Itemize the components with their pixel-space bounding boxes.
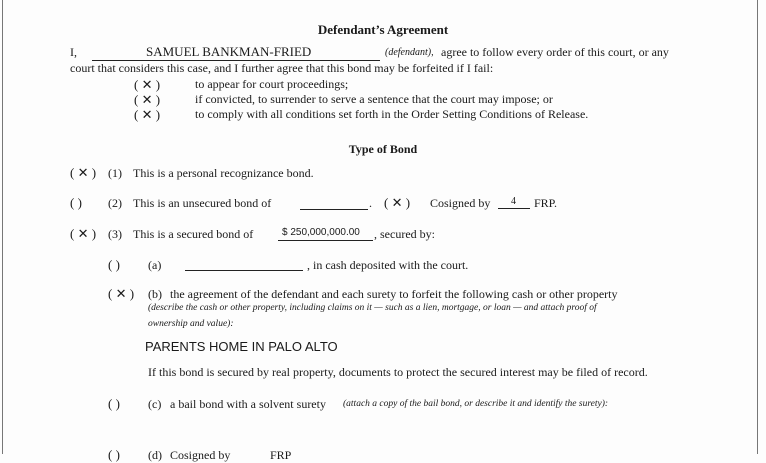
- sub-c-check: ( ): [108, 396, 120, 411]
- page-left-border: [2, 0, 3, 454]
- page-right-border: [757, 0, 758, 454]
- bond2-check: ( ): [70, 195, 82, 210]
- bond3-suffix: , secured by:: [374, 227, 435, 241]
- sub-c-text: a bail bond with a solvent surety: [170, 397, 326, 411]
- sub-b-text: the agreement of the defendant and each surety to forfeit the following cash or other property: [170, 287, 618, 301]
- sub-c-instructions: (attach a copy of the bail bond, or describe it and identify the surety):: [343, 399, 609, 409]
- bond3-check: ( ✕ ): [70, 226, 97, 241]
- sub-b-check: ( ✕ ): [108, 286, 135, 301]
- bond2-cosign-line: [498, 208, 530, 209]
- bond1-check: ( ✕ ): [70, 165, 97, 180]
- bond2-cosign-suffix: FRP.: [534, 196, 558, 210]
- real-property-note: If this bond is secured by real property, documents to protect the secured interest may be filed of record.: [148, 365, 648, 379]
- bond2-cosign-count: 4: [511, 196, 516, 207]
- sub-b-label: (b): [148, 287, 162, 301]
- sub-a-label: (a): [148, 258, 162, 272]
- bond3-amount-line: [278, 240, 373, 241]
- sub-a-amount-line: [185, 270, 303, 271]
- type-of-bond-heading: Type of Bond: [348, 142, 418, 156]
- bond3-number: (3): [108, 227, 122, 241]
- condition-check-3: ( ✕ ): [134, 107, 161, 122]
- condition-text-3: to comply with all conditions set forth in the Order Setting Conditions of Release.: [195, 107, 589, 121]
- bond2-amount-line: [300, 209, 368, 210]
- agreement-line1-rest: agree to follow every order of this court, or any: [441, 45, 669, 59]
- bond2-period: .: [369, 196, 372, 210]
- bond2-cosign-check: ( ✕ ): [384, 195, 411, 210]
- sub-d-label: (d): [148, 448, 162, 462]
- sub-d-suffix: FRP: [270, 448, 292, 462]
- secured-property: PARENTS HOME IN PALO ALTO: [145, 339, 338, 354]
- sub-d-check: ( ): [108, 447, 120, 462]
- condition-check-2: ( ✕ ): [134, 92, 161, 107]
- sub-c-label: (c): [148, 397, 162, 411]
- sub-a-text: , in cash deposited with the court.: [307, 258, 469, 272]
- sub-b-instructions-1: (describe the cash or other property, including claims on it — such as a lien, mortgage, or loan — and attach proof of: [148, 303, 597, 313]
- sub-a-check: ( ): [108, 257, 120, 272]
- condition-check-1: ( ✕ ): [134, 77, 161, 92]
- defendant-label: (defendant),: [385, 47, 434, 58]
- sub-b-instructions-2: ownership and value):: [148, 319, 234, 329]
- bond3-amount: $ 250,000,000.00: [282, 227, 360, 238]
- bond1-text: This is a personal recognizance bond.: [133, 166, 314, 180]
- defendants-agreement-heading: Defendant’s Agreement: [317, 22, 449, 37]
- condition-text-2: if convicted, to surrender to serve a sentence that the court may impose; or: [195, 92, 553, 106]
- bond2-number: (2): [108, 196, 122, 210]
- bond2-cosign-label: Cosigned by: [430, 196, 491, 210]
- condition-text-1: to appear for court proceedings;: [195, 77, 349, 91]
- sub-d-text: Cosigned by: [170, 448, 231, 462]
- agreement-line2: court that considers this case, and I further agree that this bond may be forfeited if I fail:: [70, 61, 494, 75]
- bond1-number: (1): [108, 166, 122, 180]
- bond2-text: This is an unsecured bond of: [133, 196, 272, 210]
- agreement-pronoun: I,: [70, 45, 77, 59]
- bond3-text: This is a secured bond of: [133, 227, 254, 241]
- defendant-name: SAMUEL BANKMAN-FRIED: [146, 44, 312, 59]
